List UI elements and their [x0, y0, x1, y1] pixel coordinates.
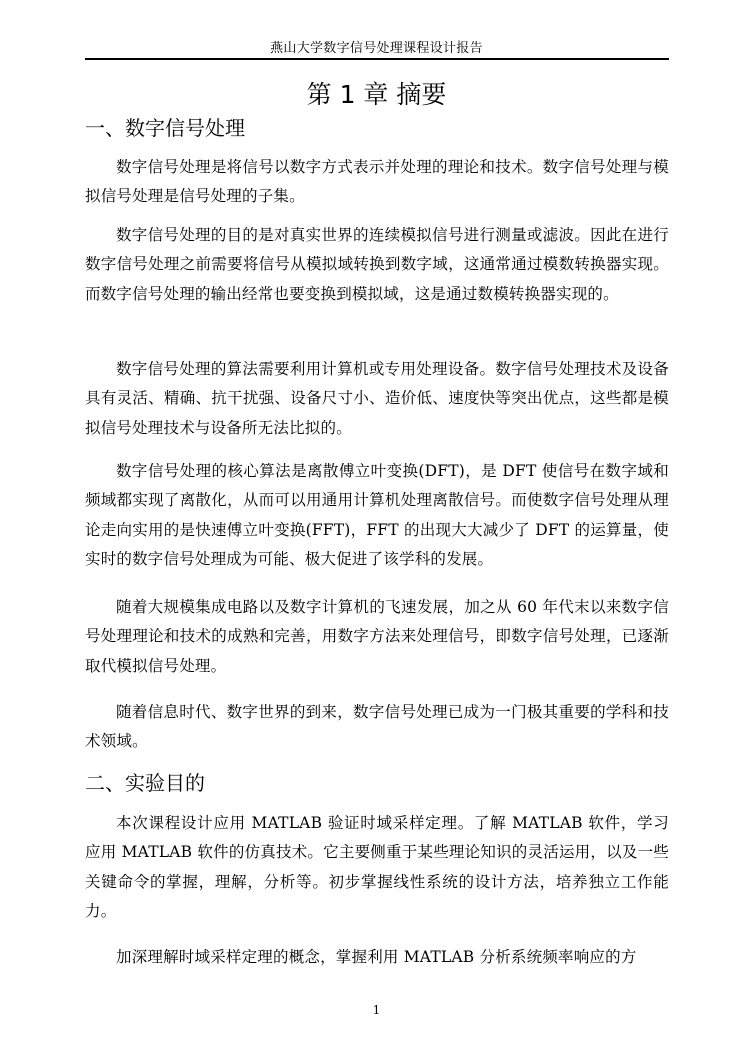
paragraph: 本次课程设计应用 MATLAB 验证时域采样定理。了解 MATLAB 软件，学习应用 MATLAB 软件的仿真技术。它主要侧重于某些理论知识的灵活运用，以及一些关键命令的掌握，理解，分析等。初步掌握线性系统的设计方法，培养独立工作能力。 [85, 814, 669, 920]
paragraph: 数字信号处理的算法需要利用计算机或专用处理设备。数字信号处理技术及设备具有灵活、精确、抗干扰强、设备尺寸小、造价低、速度快等突出优点，这些都是模拟信号处理技术与设备所无法比拟的。 [85, 360, 669, 437]
section-heading-dsp: 一、数字信号处理 [85, 116, 245, 140]
paragraph: 随着信息时代、数字世界的到来，数字信号处理已成为一门极其重要的学科和技术领域。 [85, 703, 669, 751]
header-rule [85, 58, 669, 60]
paragraph: 随着大规模集成电路以及数字计算机的飞速发展，加之从 60 年代末以来数字信号处理理论和技术的成熟和完善，用数字方法来处理信号，即数字信号处理，已逐渐取代模拟信号处理。 [85, 598, 669, 675]
page-number: 1 [372, 1003, 381, 1017]
chapter-title: 第 1 章 摘要 [306, 80, 447, 109]
running-header: 燕山大学数字信号处理课程设计报告 [270, 41, 483, 56]
paragraph: 加深理解时域采样定理的概念，掌握利用 MATLAB 分析系统频率响应的方 [116, 948, 637, 966]
paragraph: 数字信号处理是将信号以数字方式表示并处理的理论和技术。数字信号处理与模拟信号处理是信号处理的子集。 [85, 158, 669, 206]
paragraph: 数字信号处理的核心算法是离散傅立叶变换(DFT)，是 DFT 使信号在数字域和频域都实现了离散化，从而可以用通用计算机处理离散信号。而使数字信号处理从理论走向实用的是快速傅立叶变换(FFT)，FFT 的出现大大减少了 DFT 的运算量，使实时的数字信号处理成为可能、极大促进了该学科的发展。 [85, 462, 669, 568]
paragraph: 数字信号处理的目的是对真实世界的连续模拟信号进行测量或滤波。因此在进行数字信号处理之前需要将信号从模拟域转换到数字域，这通常通过模数转换器实现。而数字信号处理的输出经常也要变换到模拟域，这是通过数模转换器实现的。 [85, 226, 669, 303]
section-heading-objective: 二、实验目的 [85, 771, 205, 795]
